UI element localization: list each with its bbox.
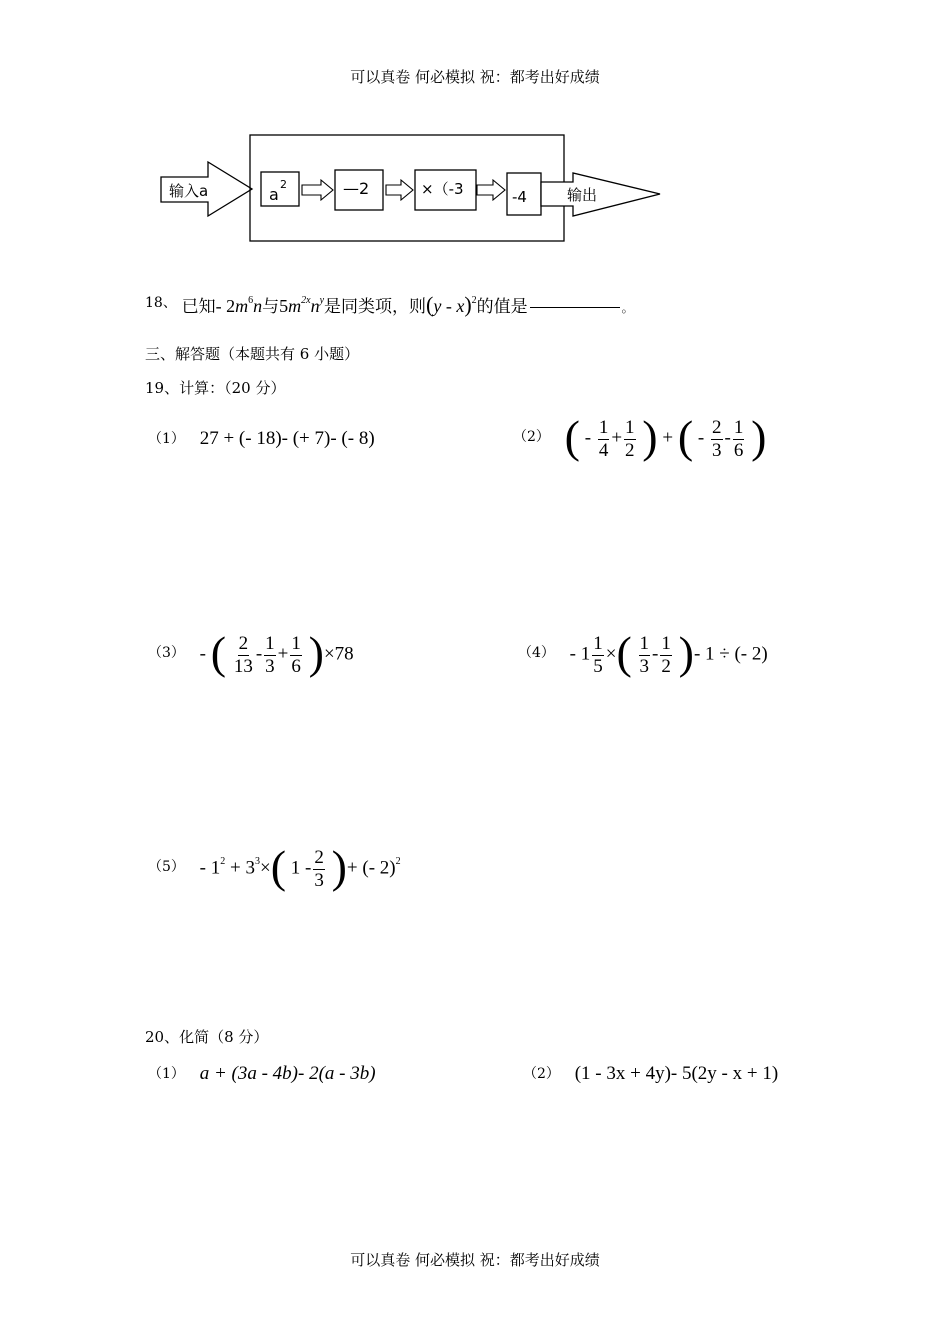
expression: (1 - 3x + 4y)- 5(2y - x + 1) — [574, 1063, 779, 1084]
arrow-3 — [477, 180, 505, 200]
question-18 — [145, 292, 634, 318]
svg-text:—2: —2 — [343, 179, 370, 198]
q18-statement: 已知- $2m^6n$与$5m^{2x}n^y$是同类项，则(y - x)$^2$的值是 。 — [181, 292, 634, 317]
output-label: 输出 — [567, 186, 598, 204]
svg-text:2: 2 — [280, 178, 287, 191]
section-3-title: 三、解答题（本题共有 6 小题） — [145, 345, 360, 363]
box-minus-four — [507, 173, 541, 215]
box-minus-two — [335, 170, 383, 210]
q20-part-1 — [148, 1063, 376, 1085]
svg-text:×（-3: ×（-3 — [421, 180, 464, 198]
output-arrow — [541, 173, 660, 216]
q19-part-4: $^{(4)}$ - 1 $\frac{1}{5}$ ×( $\frac{1}{3}$ - $\frac{1}{2}$ )- 1 ÷ (- 2) — [518, 627, 768, 678]
arrow-1 — [302, 180, 333, 200]
answer-blank — [530, 307, 620, 308]
q18-number: 18、 — [145, 295, 177, 311]
flowchart — [155, 130, 675, 250]
part-label: （2） — [513, 429, 550, 445]
q19-part-1 — [148, 428, 375, 450]
q19-part-5: $^{(5)} - 1^2 + 3^3\times$( 1 - $\frac{2}{3}$ )+ (- 2)$^2$ — [148, 841, 401, 892]
part-label: （1） — [148, 1066, 185, 1082]
part-label: （2） — [523, 1066, 560, 1082]
svg-text:a: a — [269, 185, 279, 204]
part-label: （3） — [148, 645, 185, 661]
q19-part-2: $^{(2)}$ ( - $\frac{1}{4}$ + $\frac{1}{2}$ ) + ( - $\frac{2}{3}$ - $\frac{1}{6}$ ) — [513, 411, 767, 462]
part-label: （5） — [148, 859, 185, 875]
page-footer: 可以真卷 何必模拟 祝：都考出好成绩 — [350, 1251, 600, 1269]
input-label: 输入a — [169, 182, 209, 200]
part-label: （4） — [518, 645, 555, 661]
box-times-neg-three — [415, 170, 476, 210]
expression: 27 + (- 18)- (+ 7)- (- 8) — [199, 428, 375, 449]
q20-title: 20、化简（8 分） — [145, 1028, 269, 1046]
q19-part-3: $^{(3)}$ - ( $\frac{2}{13}$ - $\frac{1}{3}$ + $\frac{1}{6}$ )×78 — [148, 627, 354, 678]
svg-text:-4: -4 — [512, 188, 527, 206]
arrow-2 — [386, 180, 413, 200]
page-header: 可以真卷 何必模拟 祝：都考出好成绩 — [350, 68, 600, 86]
q20-part-2 — [523, 1063, 778, 1085]
q19-title: 19、计算：（20 分） — [145, 379, 286, 397]
part-label: （1） — [148, 431, 185, 447]
expression: a + (3a - 4b)- 2(a - 3b) — [199, 1063, 376, 1084]
input-arrow — [161, 162, 252, 216]
box-square — [261, 172, 299, 206]
